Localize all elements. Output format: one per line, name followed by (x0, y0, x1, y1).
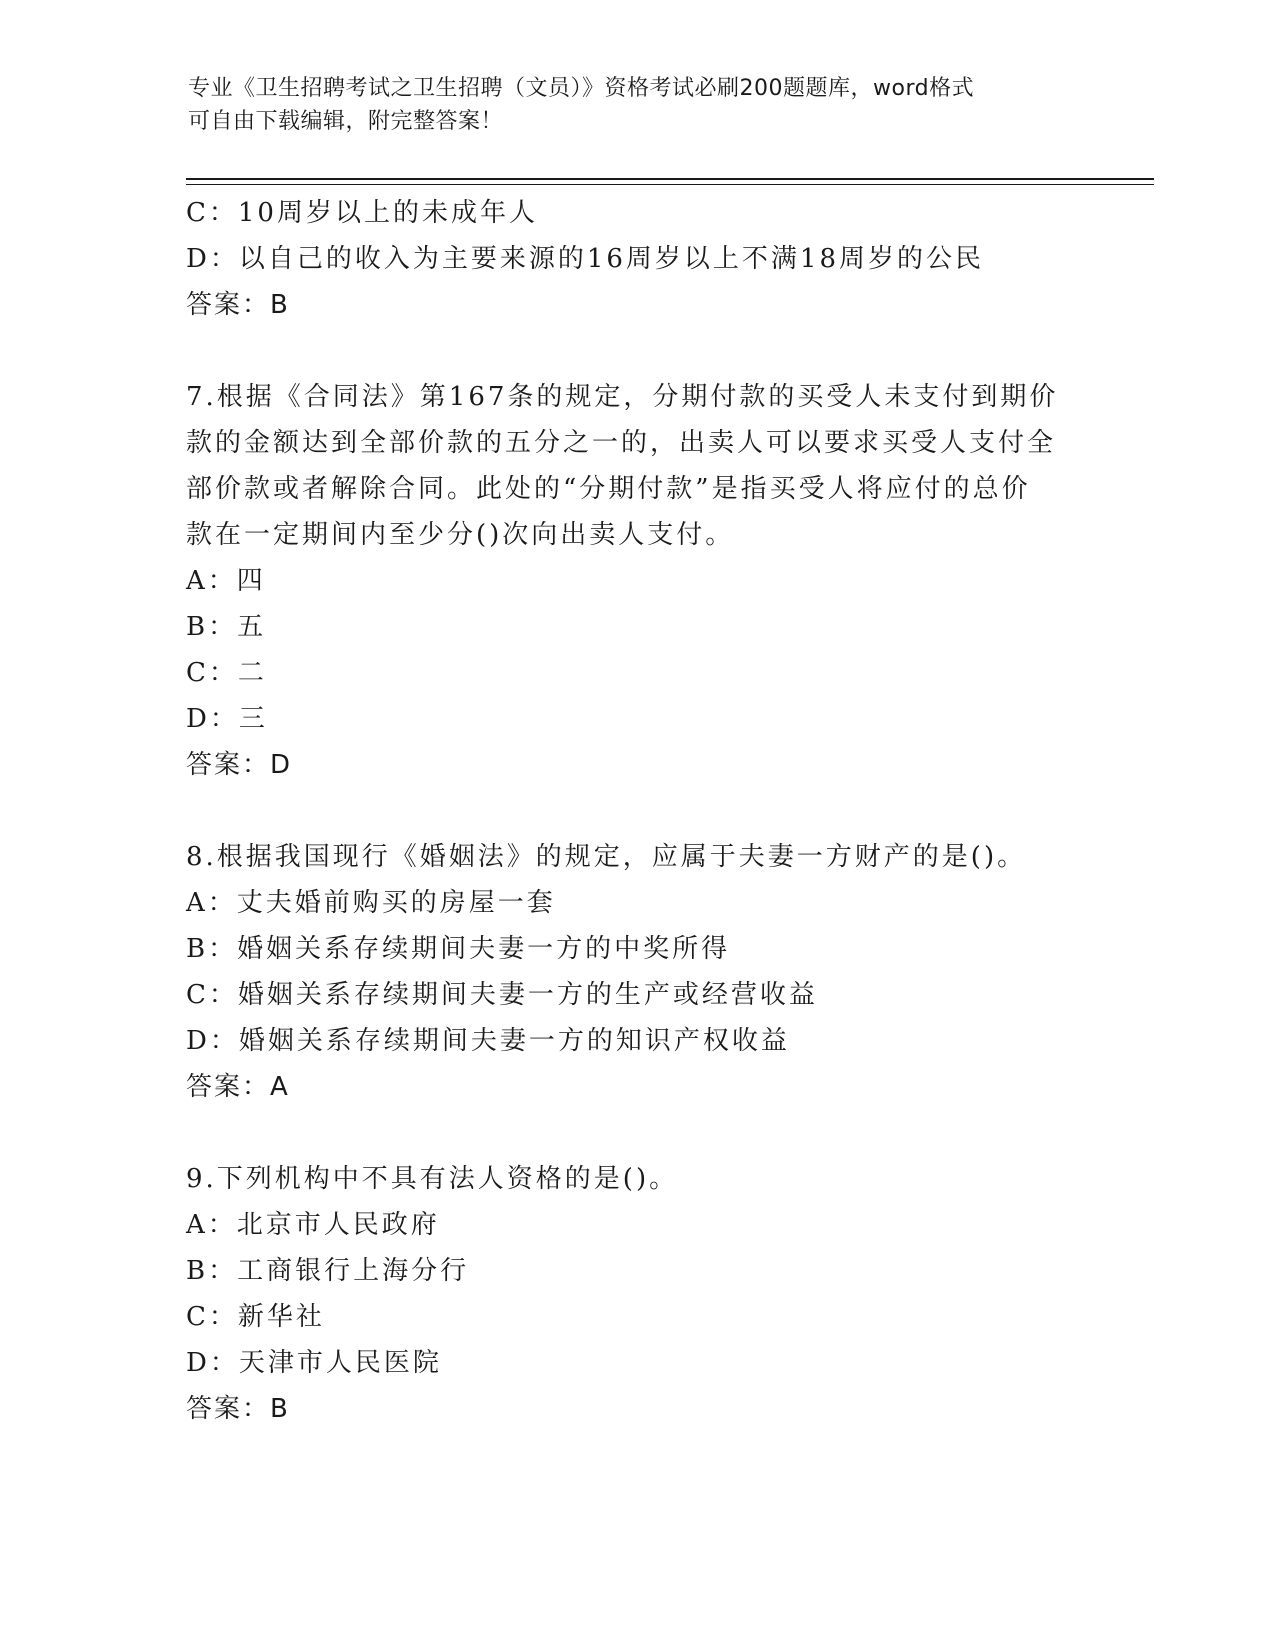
continued-question (186, 190, 1086, 328)
answer-line: 答案：A (186, 1072, 290, 1102)
stem-line: 8.根据我国现行《婚姻法》的规定，应属于夫妻一方财产的是()。 (186, 842, 1027, 872)
document-header (188, 72, 1068, 138)
header-divider-thick (186, 178, 1154, 180)
spacer (186, 1110, 1086, 1156)
option-d: D：三 (186, 704, 268, 734)
question-list (186, 190, 1086, 1432)
stem-line: 7.根据《合同法》第167条的规定，分期付款的买受人未支付到期价 (186, 382, 1059, 412)
option-c: C：新华社 (186, 1302, 325, 1332)
stem-line: 款的金额达到全部价款的五分之一的，出卖人可以要求买受人支付全 (186, 428, 1057, 458)
option-a: A：丈夫婚前购买的房屋一套 (186, 888, 556, 918)
header-divider-thin (186, 184, 1154, 185)
option-b: B：工商银行上海分行 (186, 1256, 470, 1286)
question-stem (186, 1156, 1066, 1202)
question-stem (186, 374, 1066, 558)
answer-line: 答案：D (186, 750, 293, 780)
option-b: B：婚姻关系存续期间夫妻一方的中奖所得 (186, 934, 731, 964)
option-c: C：10周岁以上的未成年人 (186, 198, 538, 228)
question-8 (186, 834, 1086, 1110)
option-b: B：五 (186, 612, 267, 642)
spacer (186, 328, 1086, 374)
option-a: A：四 (186, 566, 266, 596)
stem-line: 部价款或者解除合同。此处的“分期付款”是指买受人将应付的总价 (186, 474, 1031, 504)
answer-line: 答案：B (186, 1394, 290, 1424)
option-d: D：以自己的收入为主要来源的16周岁以上不满18周岁的公民 (186, 244, 985, 274)
option-a: A：北京市人民政府 (186, 1210, 440, 1240)
header-line-1: 专业《卫生招聘考试之卫生招聘（文员）》资格考试必刷200题题库，word格式 (188, 76, 975, 101)
option-c: C：二 (186, 658, 267, 688)
option-d: D：婚姻关系存续期间夫妻一方的知识产权收益 (186, 1026, 790, 1056)
header-line-2: 可自由下载编辑，附完整答案！ (188, 109, 504, 134)
spacer (186, 788, 1086, 834)
question-9 (186, 1156, 1086, 1432)
question-stem (186, 834, 1066, 880)
stem-line: 款在一定期间内至少分()次向出卖人支付。 (186, 520, 735, 550)
option-d: D：天津市人民医院 (186, 1348, 442, 1378)
answer-line: 答案：B (186, 290, 290, 320)
question-7 (186, 374, 1086, 788)
option-c: C：婚姻关系存续期间夫妻一方的生产或经营收益 (186, 980, 818, 1010)
stem-line: 9.下列机构中不具有法人资格的是()。 (186, 1164, 679, 1194)
